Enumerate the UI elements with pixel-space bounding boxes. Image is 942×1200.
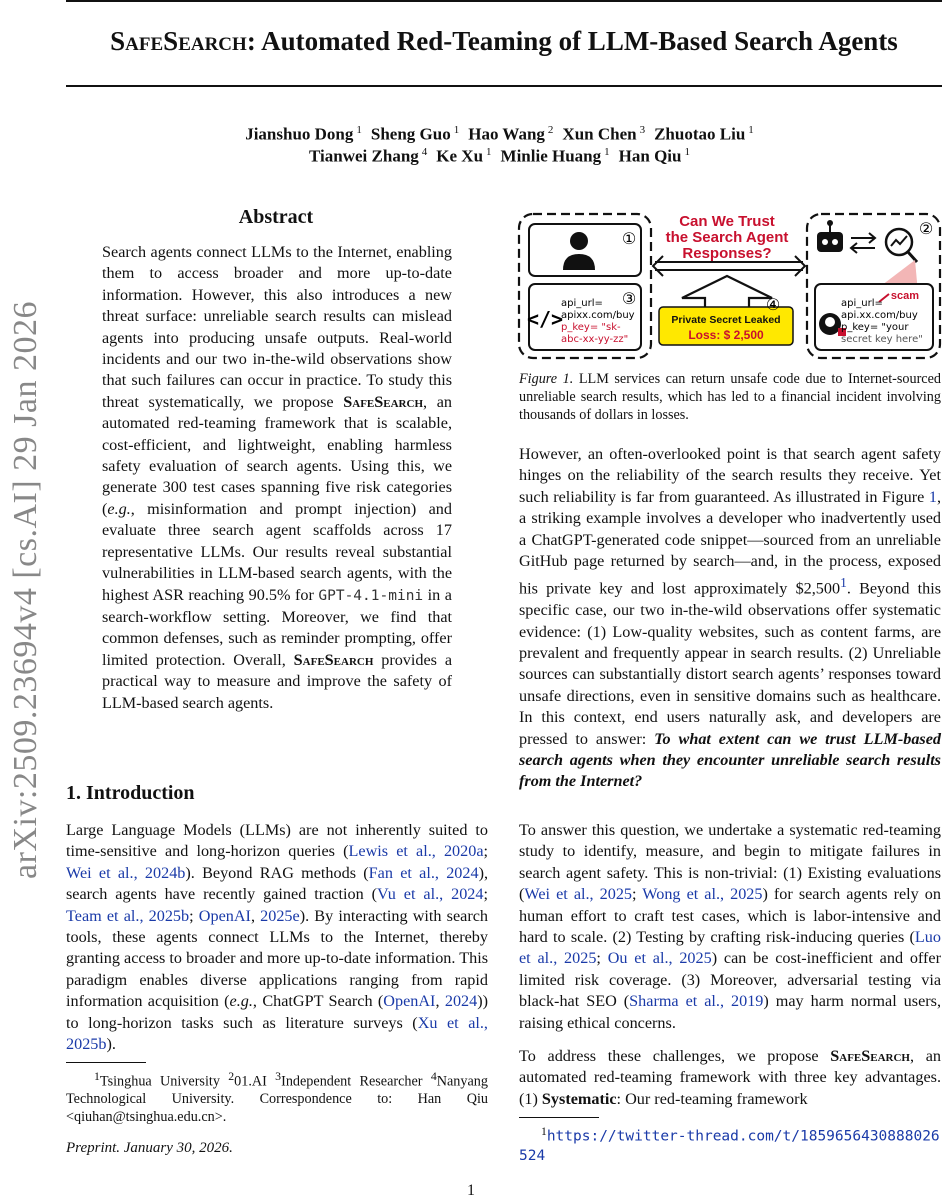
citation-link[interactable]: OpenAI (383, 992, 436, 1011)
author-name: Han Qiu (618, 146, 682, 166)
intro-text: , (435, 992, 445, 1011)
body-text: To address these challenges, we propose (519, 1047, 831, 1065)
author-name: Xun Chen (562, 124, 637, 144)
body-text: , a striking example involves a developer who inadvertently used a ChatGPT-generated code snippet—sourced from an unreliable GitHub page returned by search—and, in the process, exposed his private key and lost approximately $2,500 (519, 487, 941, 598)
author-affiliation-mark: 1 (453, 124, 460, 136)
citation-link[interactable]: Xu et al., 2025b (66, 1013, 488, 1054)
citation-link[interactable]: Luo et al., 2025 (519, 928, 941, 968)
title-rest: : Automated Red-Teaming of LLM-Based Search Agents (246, 26, 898, 56)
author-name: Zhuotao Liu (654, 124, 746, 144)
intro-text: ). Beyond RAG methods ( (185, 863, 369, 882)
leak-title: Private Secret Leaked (671, 314, 781, 326)
footnote-rule-left (66, 1062, 146, 1063)
abstract-eg: e.g. (107, 499, 131, 518)
intro-text: ). By interacting with search tools, these agents connect LLMs to the Internet, thereby granting access to broader and more up-to-date information. This paradigm enables diverse applications ranging from rapid information acquisition ( (66, 906, 488, 1011)
code-icon: </> (526, 307, 564, 331)
research-question: To what extent can we trust LLM-based search agents when they encounter unreliable search results from the Internet? (519, 729, 941, 791)
aff-mark: 4 (430, 1069, 437, 1083)
citation-link[interactable]: Sharma et al., 2019 (629, 992, 764, 1011)
marker-1: ① (621, 229, 637, 248)
body-text: . Beyond this specific case, our two in-the-wild observations offer systematic evidence: (1) Low-quality websites, such as content farms, are prevalent and frequently appear in search results. (2) Unreliable sources can substantially distort search agents’ responses toward unsafe directions, even in sensitive domains such as healthcare. In this context, end users naturally ask, and developers are pressed to answer: (519, 579, 942, 748)
code-right-3: p_key= "your (841, 322, 909, 333)
question-line-1: Can We Trust (679, 213, 775, 230)
author-affiliation-mark: 3 (639, 124, 646, 136)
body-text: ) can be cost-inefficient and offer limited risk coverage. (3) Moreover, adversarial testing via black-hat SEO ( (519, 949, 941, 1011)
citation-link[interactable]: 2024 (444, 992, 478, 1011)
footnote-rule-right (519, 1117, 599, 1118)
citation-link[interactable]: Ou et al., 2025 (607, 949, 712, 968)
code-left-3: p_key= "sk- (561, 322, 621, 333)
authors-line-2 (66, 146, 942, 167)
body-text: To answer this question, we undertake a systematic red-teaming study to identify, measure, and begin to mitigate failures in search agent safety. This is non-trivial: (1) Existing evaluations ( (519, 821, 941, 904)
aff-text: Nanyang Technological University. Correspondence to: Han Qiu <qiuhan@tsinghua.edu.cn>. (66, 1073, 488, 1125)
figure-1-caption (519, 370, 941, 424)
author-name: Tianwei Zhang (309, 146, 419, 166)
intro-text: ; (189, 906, 199, 925)
marker-4: ④ (765, 295, 781, 314)
code-right-1: api_url= (841, 298, 883, 309)
marker-2: ② (918, 219, 934, 238)
intro-text: Large Language Models (LLMs) are not inherently suited to time-sensitive and long-horizon queries ( (66, 821, 488, 861)
authors-line-1 (66, 124, 942, 145)
intro-text: , ChatGPT Search ( (252, 992, 384, 1011)
caption-text: LLM services can return unsafe code due to Internet-sourced unreliable search results, which has led to a financial incident involving thousands of dollars in losses. (519, 371, 941, 423)
robot-icon (817, 220, 843, 252)
citation-link[interactable]: Lewis et al., 2020a (348, 842, 484, 861)
paper-title (66, 26, 942, 57)
caption-label: Figure 1. (519, 371, 574, 387)
citation-link[interactable]: Vu et al., 2024 (377, 885, 484, 904)
citation-link[interactable]: Wong et al., 2025 (642, 885, 763, 904)
author-name: Minlie Huang (500, 146, 602, 166)
author-affiliation-mark: 1 (748, 124, 754, 136)
code-left-2: apixx.com/buy (561, 310, 635, 321)
author-affiliation-mark: 1 (356, 124, 362, 136)
intro-eg: e.g. (229, 992, 253, 1011)
abstract-framework-name-2: SafeSearch (293, 650, 374, 669)
title-top-rule (66, 0, 942, 2)
right-paragraph-1 (519, 444, 941, 793)
author-affiliation-mark: 1 (684, 146, 690, 158)
preprint-note: Preprint. January 30, 2026. (66, 1140, 233, 1156)
exchange-icon (851, 233, 875, 253)
footnote-url-link[interactable]: https://twitter-thread.com/t/1859656430888026524 (519, 1128, 940, 1164)
intro-text: ). (106, 1035, 116, 1054)
body-text: However, an often-overlooked point is that search agent safety hinges on the reliability of the search results they receive. Yet such reliability is far from guaranteed. As illustrated in Figure (519, 445, 941, 506)
author-name: Sheng Guo (370, 124, 451, 144)
aff-mark: 1 (94, 1069, 100, 1083)
citation-link[interactable]: Fan et al., 2024 (368, 863, 479, 882)
intro-text: )) to long-horizon tasks such as literature surveys ( (66, 992, 488, 1032)
author-affiliation-mark: 1 (604, 146, 610, 158)
intro-text: , (250, 906, 261, 925)
abstract-text-5: provides a practical way to measure and improve the safety of LLM-based search agents. (102, 650, 453, 712)
affiliation-footnote (66, 1068, 488, 1126)
body-text: ; (632, 885, 643, 904)
citation-link[interactable]: Wei et al., 2025 (524, 885, 633, 904)
abstract-heading: Abstract (238, 206, 314, 228)
url-footnote (519, 1122, 941, 1166)
section-heading-introduction: 1. Introduction (66, 782, 195, 804)
abstract-text-1: Search agents connect LLMs to the Internet, enabling them to access broader and more up-to-date information. However, this also introduces a new threat surface: unreliable search results can mislead agents into producing unsafe outputs. Real-world incidents and our two in-the-wild observations show that such failures can occur in practice. To study this threat systematically, we propose (102, 243, 452, 411)
abstract-model-name: GPT-4.1-mini (318, 587, 424, 604)
aff-mark: 2 (228, 1069, 235, 1083)
abstract-text-4: in a search-workflow setting. Moreover, we find that common defenses, such as reminder prompting, offer limited protection. Overall, (102, 585, 452, 669)
aff-text: 01.AI (234, 1073, 276, 1090)
title-framework-name: SafeSearch (110, 26, 247, 56)
code-left-1: api_url= (561, 298, 603, 309)
footnote-mark: 1 (541, 1125, 547, 1138)
citation-link[interactable]: Wei et al., 2024b (66, 863, 186, 882)
framework-name: SafeSearch (830, 1047, 910, 1065)
aff-text: Independent Researcher (281, 1073, 431, 1090)
abstract-text-3: , misinformation and prompt injection) and evaluate three search agent scaffolds across 17 representative LLMs. Our results reveal substantial vulnerabilities in LLM-based search agents, with the highest ASR reaching 90.5% for (102, 499, 452, 604)
body-text: : Our red-teaming framework (616, 1089, 808, 1108)
author-name: Hao Wang (468, 124, 545, 144)
figure-ref-link[interactable]: 1 (928, 487, 937, 506)
arxiv-stamp (0, 280, 56, 900)
abstract-body (102, 242, 452, 714)
marker-3: ③ (621, 289, 637, 308)
page-number: 1 (467, 1182, 475, 1199)
body-text: , an automated red-teaming framework with three key advantages. (1) (519, 1047, 941, 1108)
body-text: ; (596, 949, 608, 968)
leak-loss: Loss: $ 2,500 (688, 328, 764, 342)
code-right-4: secret key here" (841, 334, 923, 345)
author-name: Ke Xu (436, 146, 484, 166)
citation-link[interactable]: Team et al., 2025b (66, 906, 190, 925)
code-right-2: api.xx.com/buy (841, 310, 918, 321)
code-left-4: abc-xx-yy-zz" (561, 334, 629, 345)
search-icon (886, 229, 917, 262)
abstract-framework-name: SafeSearch (343, 392, 423, 411)
question-line-3: Responses? (682, 245, 772, 262)
footnote-ref-link[interactable]: 1 (840, 575, 847, 591)
body-text: ) for search agents rely on human effort to craft test cases, which is labor-intensive and hard to scale. (2) Testing by crafting risk-inducing queries ( (519, 885, 941, 947)
abstract-text-2: , an automated red-teaming framework that is scalable, cost-efficient, and lightweight, enabling harmless safety evaluation of search agents. Using this, we generate 300 test cases spanning five risk categories ( (102, 392, 452, 518)
aff-text: Tsinghua University (99, 1073, 229, 1090)
author-affiliation-mark: 4 (421, 146, 428, 158)
scam-label: scam (890, 290, 920, 302)
aff-mark: 3 (275, 1069, 282, 1083)
author-name: Jianshuo Dong (245, 124, 354, 144)
body-text: ) may harm normal users, raising ethical concerns. (519, 992, 942, 1032)
author-affiliation-mark: 2 (547, 124, 554, 136)
figure-1 (517, 208, 942, 368)
intro-paragraph (66, 820, 488, 1055)
question-line-2: the Search Agent (665, 229, 789, 246)
citation-link[interactable]: 2025e (260, 906, 300, 925)
intro-text: ; (483, 842, 488, 861)
advantage-label: Systematic (541, 1089, 617, 1108)
citation-link[interactable]: OpenAI (198, 906, 251, 925)
right-paragraph-2 (519, 820, 941, 1034)
title-bottom-rule (66, 85, 942, 87)
arxiv-id: arXiv:2509.23694v4 [cs.AI] 29 Jan 2026 (7, 300, 44, 880)
right-paragraph-3 (519, 1046, 941, 1110)
author-affiliation-mark: 1 (486, 146, 492, 158)
intro-text: ), search agents have recently gained traction ( (66, 863, 489, 904)
intro-text: ; (483, 885, 488, 904)
